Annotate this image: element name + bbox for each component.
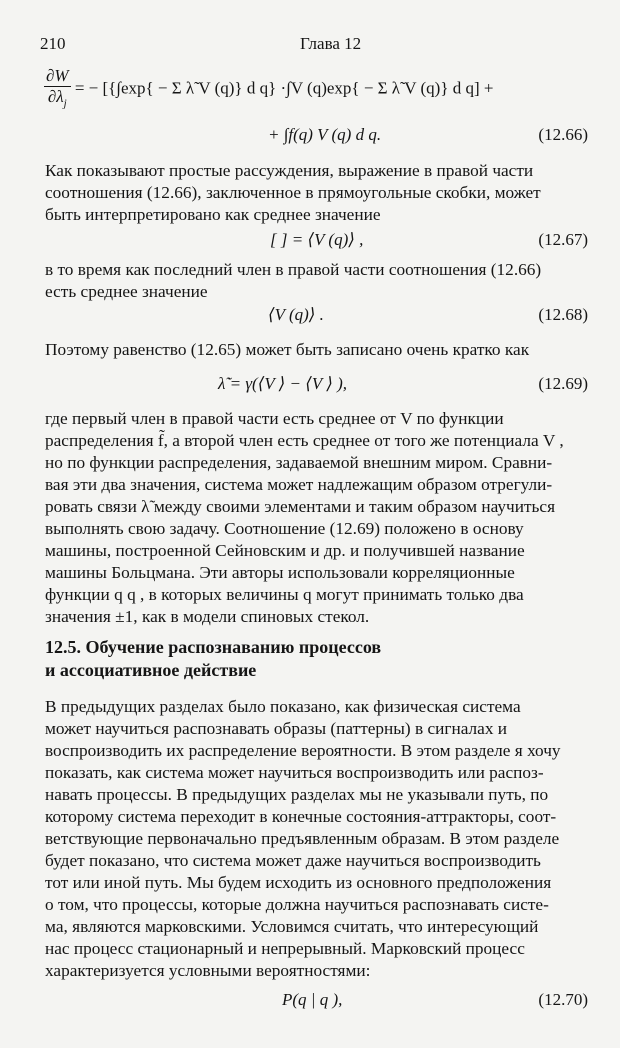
text-line: Поэтому равенство (12.65) может быть записано очень кратко как [45,340,530,359]
text-line: будет показано, что система может даже научиться воспроизводить [45,851,541,870]
equation-number-12-68: (12.68) [538,305,588,324]
equation-12-66-line2: + ∫f(q) V (q) d q. [268,125,382,144]
text-line: которому система переходит в конечные состояния-аттракторы, соот- [45,807,557,826]
text-line: показать, как система может научиться воспроизводить или распоз- [45,763,544,782]
equation-12-66-body: = − [{∫exp{ − Σ λ̃ V (q)} d q} ·∫V (q)exp{ − Σ λ̃ V (q)} d q] + [74,78,494,98]
text-line: где первый член в правой части есть среднее от V по функции [45,409,504,428]
equation-number-12-66: (12.66) [538,125,588,144]
text-line: Как показывают простые рассуждения, выражение в правой части [45,161,534,180]
equation-12-69: λ̃̇ = γ(⟨V ⟩ − ⟨V ⟩ ), [218,374,348,393]
text-line: о том, что процессы, которые должна научиться распознавать систе- [45,895,549,914]
text-line: значения ±1, как в модели спиновых стекол. [45,607,370,626]
text-line: характеризуется условными вероятностями: [45,961,371,980]
text-line: ветствующие первоначально предъявленным образам. В этом разделе [45,829,560,848]
text-line: нас процесс стационарный и непрерывный. Марковский процесс [45,939,525,958]
fraction-numerator: ∂W [46,66,69,85]
text-line: ровать связи λ̃ между своими элементами и таким образом научиться [45,497,556,516]
text-line: воспроизводить их распределение вероятности. В этом разделе я хочу [45,741,561,760]
text-line: есть среднее значение [45,282,208,301]
text-line: но по функции распределения, задаваемой внешним миром. Сравни- [45,453,553,472]
section-heading-line2: и ассоциативное действие [45,660,257,680]
text-line: тот или иной путь. Мы будем исходить из основного предположения [45,873,552,892]
equation-12-68: ⟨V (q)⟩ . [268,305,324,324]
text-line: в то время как последний член в правой части соотношения (12.66) [45,260,542,279]
text-line: вая эти два значения, система может надлежащим образом отрегули- [45,475,553,494]
equation-number-12-67: (12.67) [538,230,588,249]
equation-number-12-70: (12.70) [538,990,588,1009]
partial-derivative-fraction: $\frac{\partial W}{\partial\lambda_j}$ [46,66,69,110]
equation-12-67: [ ] = ⟨V (q)⟩ , [270,230,364,249]
text-line: ма, являются марковскими. Условимся считать, что интересующий [45,917,539,936]
text-line: машины Больцмана. Эти авторы использовали корреляционные [45,563,515,582]
running-header: Глава 12 [300,34,362,53]
equation-number-12-69: (12.69) [538,374,588,393]
section-heading-line1: 12.5. Обучение распознаванию процессов [45,637,382,657]
text-line: функции q q , в которых величины q могут принимать только два [45,585,524,604]
fraction-denominator: ∂λ [47,87,64,106]
text-line: распределения f̃, а второй член есть среднее от того же потенциала V , [45,431,564,450]
text-line: быть интерпретировано как среднее значение [45,205,381,224]
text-line: машины, построенной Сейновским и др. и получившей название [45,541,525,560]
text-line: выполнять свою задачу. Соотношение (12.69) положено в основу [45,519,524,538]
equation-12-70: P(q | q ), [282,990,343,1009]
page-number: 210 [40,34,66,53]
text-line: может научиться распознавать образы (паттерны) в сигналах и [45,719,508,738]
text-line: В предыдущих разделах было показано, как физическая система [45,697,521,716]
equation-12-66-line1 [44,66,494,113]
text-line: соотношения (12.66), заключенное в прямоугольные скобки, может [45,183,541,202]
text-line: навать процессы. В предыдущих разделах мы не указывали путь, по [45,785,549,804]
